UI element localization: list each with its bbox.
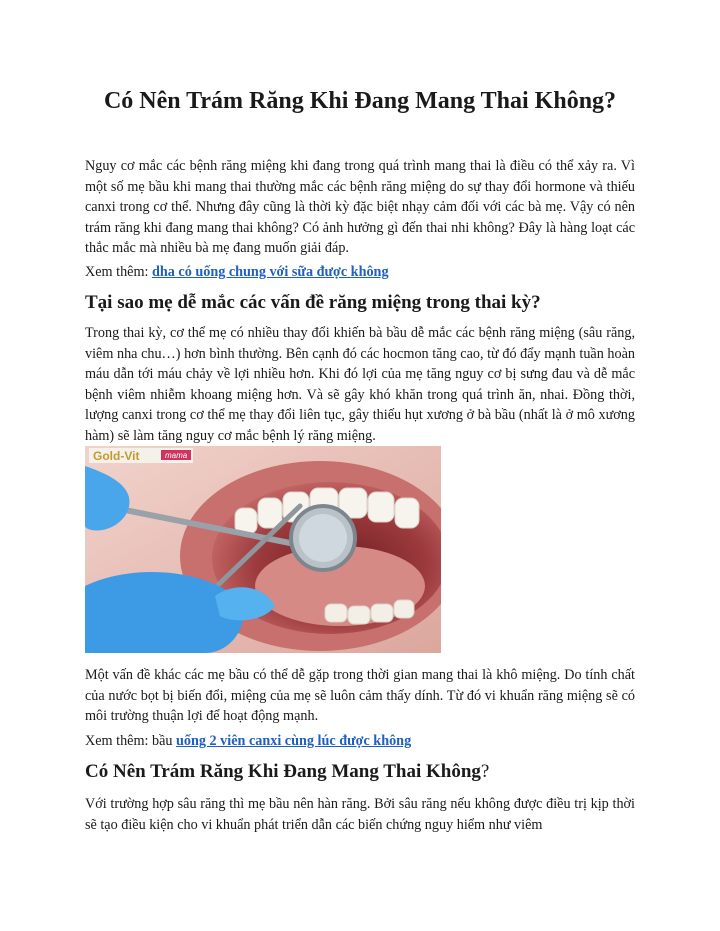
logo-text: Gold-Vit <box>93 449 140 463</box>
section1-paragraph: Trong thai kỳ, cơ thể mẹ có nhiều thay đổi khiến bà bầu dễ mắc các bệnh răng miệng (sâu răng, viêm nha chu…) hơn bình thường. Bên cạnh đó các hocmon tăng cao, từ đó đẩy mạnh tuần hoàn máu dẫn tới máu chảy về lợi nhiều hơn. Khi đó lợi của mẹ tăng nguy cơ bị sưng đau và dễ mắc bệnh viêm nhiễm khoang miệng hơn. Và sẽ gây khó khăn trong quá trình ăn, nhai. Đồng thời, lượng canxi trong cơ thể mẹ thay đổi liên tục, gây thiếu hụt xương ở bà bầu (nhất là ở mô xương hàm) sẽ làm tăng nguy cơ mắc bệnh lý răng miệng. <box>85 325 635 444</box>
dental-exam-illustration <box>85 446 441 653</box>
section2-paragraph: Với trường hợp sâu răng thì mẹ bầu nên hàn răng. Bởi sâu răng nếu không được điều trị kịp thời sẽ tạo điều kiện cho vi khuẩn phát triển dẫn các biến chứng nguy hiểm như viêm <box>85 796 635 833</box>
see-also-2-prefix: Xem thêm: bầu <box>85 733 177 749</box>
section2-heading-text: Có Nên Trám Răng Khi Đang Mang Thai Không <box>85 761 481 782</box>
section2-heading <box>85 760 489 784</box>
see-also-1-link[interactable]: dha có uống chung với sữa được không <box>151 264 389 280</box>
logo-sub-text: mama <box>165 451 188 460</box>
see-also-2 <box>85 731 411 752</box>
dental-exam-photo <box>85 446 441 653</box>
intro-paragraph: Nguy cơ mắc các bệnh răng miệng khi đang trong quá trình mang thai là điều có thể xảy ra. Vì một số mẹ bầu khi mang thai thường mắc các bệnh răng miệng do sự thay đổi hormone và thiếu canxi trong cơ thể. Nhưng đây cũng là thời kỳ đặc biệt nhạy cảm đối với các bà mẹ. Vậy có nên trám răng khi đang mang thai không? Có ảnh hưởng gì đến thai nhi không? Đây là hàng loạt các thắc mắc mà nhiều bà mẹ đang muốn giải đáp. <box>85 158 635 256</box>
section1-after-paragraph: Một vấn đề khác các mẹ bầu có thể dễ gặp trong thời gian mang thai là khô miệng. Do tính chất của nước bọt bị biến đổi, miệng của mẹ sẽ luôn cảm thấy dính. Từ đó vi khuẩn răng miệng sẽ có môi trường thuận lợi để hoạt động mạnh. <box>85 667 635 724</box>
see-also-2-link[interactable]: uống 2 viên canxi cùng lúc được không <box>176 733 412 749</box>
article-title: Có Nên Trám Răng Khi Đang Mang Thai Không? <box>103 88 617 114</box>
see-also-1-prefix: Xem thêm: <box>85 264 152 280</box>
section2-heading-mark: ? <box>480 761 490 782</box>
see-also-1 <box>85 262 389 283</box>
section1-heading: Tại sao mẹ dễ mắc các vấn đề răng miệng trong thai kỳ? <box>85 292 541 313</box>
